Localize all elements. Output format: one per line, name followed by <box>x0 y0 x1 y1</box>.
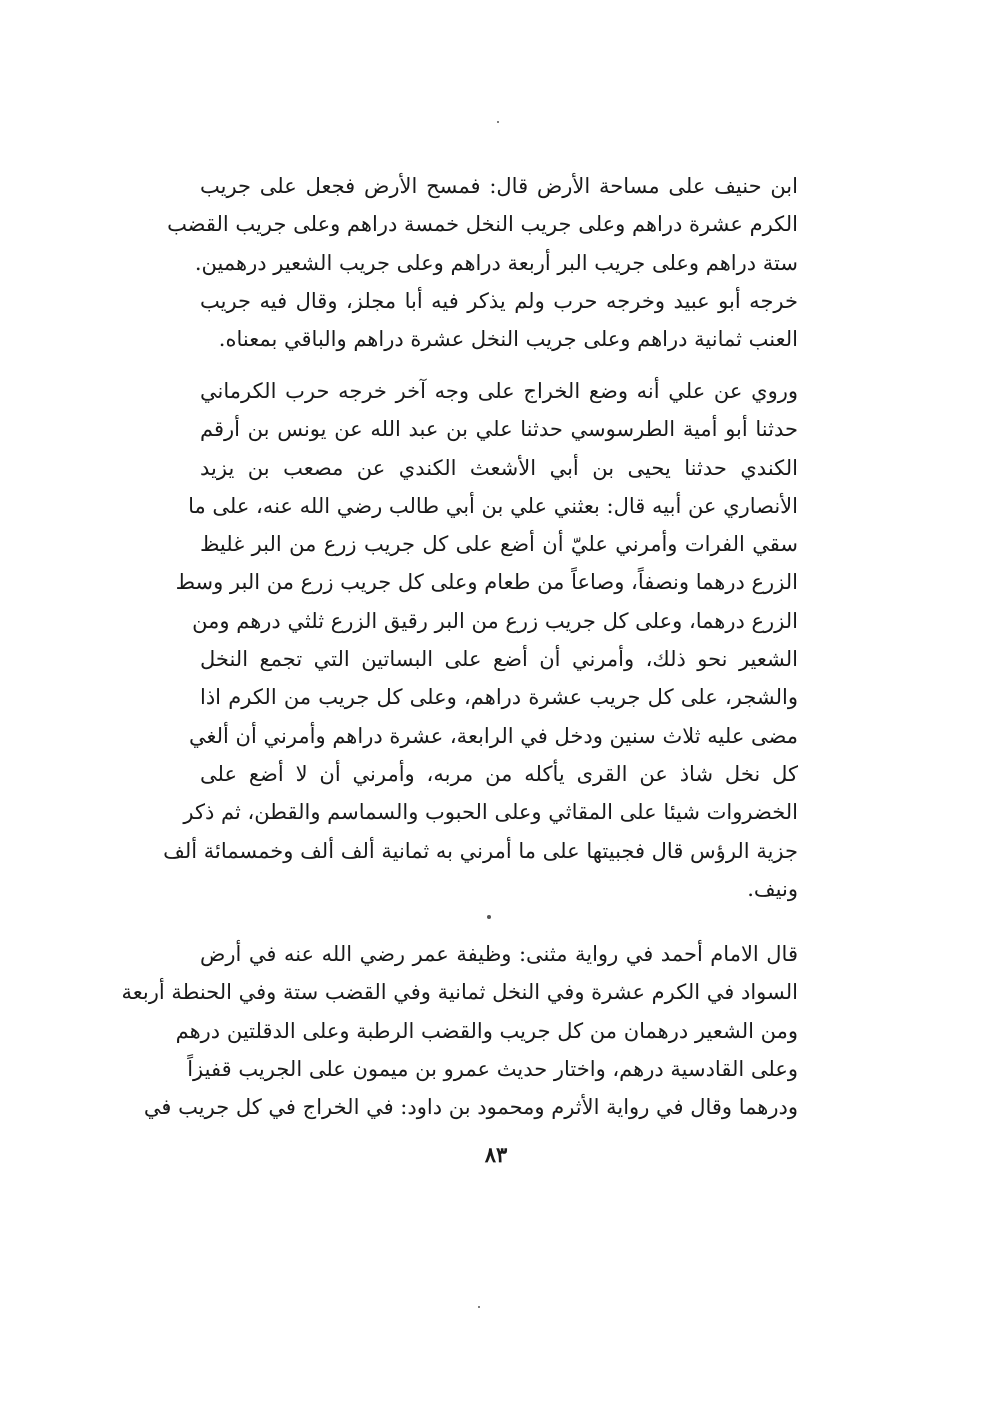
scan-speck <box>487 915 491 919</box>
text-line: سقي الفرات وأمرني عليّ أن أضع على كل جريب زرع من البر غليظ <box>200 532 798 557</box>
text-line: وروي عن علي أنه وضع الخراج على وجه آخر خرجه حرب الكرماني <box>200 379 798 403</box>
text-line: جزية الرؤس قال فجبيتها على ما أمرني به ثمانية ألف ألف وخمسمائة ألف <box>163 838 798 863</box>
text-line: الكندي حدثنا يحيى بن أبي الأشعث الكندي عن مصعب بن يزيد <box>200 455 798 480</box>
text-line: ومن الشعير درهمان من كل جريب والقضب الرطبة وعلى الدقلتين درهم <box>175 1018 798 1043</box>
page-number: ٨٣ <box>484 1142 508 1167</box>
text-line: ابن حنيف على مساحة الأرض قال: فمسح الأرض فجعل على جريب <box>200 174 798 198</box>
paragraph-2 <box>163 372 798 908</box>
text-line: السواد في الكرم عشرة وفي النخل ثمانية وفي القضب ستة وفي الحنطة أربعة <box>121 980 798 1005</box>
text-line: الكرم عشرة دراهم وعلى جريب النخل خمسة دراهم وعلى جريب القضب <box>167 212 798 237</box>
text-line: ودرهما وقال في رواية الأثرم ومحمود بن داود: في الخراج في كل جريب في <box>143 1095 798 1120</box>
text-line: والشجر، على كل جريب عشرة دراهم، وعلى كل جريب من الكرم اذا <box>200 685 798 710</box>
text-line: الزرع درهما ونصفاً، وصاعاً من طعام وعلى كل جريب زرع من البر وسط <box>175 570 798 595</box>
scan-speck <box>497 121 499 123</box>
text-line: كل نخل شاذ عن القرى يأكله من مربه، وأمرني أن لا أضع على <box>200 761 798 786</box>
text-line: الزرع درهما، وعلى كل جريب زرع من البر رقيق الزرع ثلثي درهم ومن <box>192 608 798 633</box>
text-line: ونيف. <box>747 876 798 901</box>
text-line: الشعير نحو ذلك، وأمرني أن أضع على البساتين التي تجمع النخل <box>200 647 798 672</box>
text-line: ستة دراهم وعلى جريب البر أربعة دراهم وعلى جريب الشعير درهمين. <box>194 250 798 275</box>
paragraph-1 <box>167 167 798 358</box>
text-line: الخضروات شيئا على المقاثي وعلى الحبوب والسماسم والقطن، ثم ذكر <box>183 800 798 825</box>
text-line: مضى عليه ثلاث سنين ودخل في الرابعة، عشرة دراهم وأمرني أن ألغي <box>189 723 798 748</box>
scan-speck <box>478 1306 480 1308</box>
paragraph-3 <box>121 935 798 1126</box>
text-line: خرجه أبو عبيد وخرجه حرب ولم يذكر فيه أبا مجلز، وقال فيه جريب <box>200 288 798 313</box>
text-line: وعلى القادسية درهم، واختار حديث عمرو بن ميمون على الجريب قفيزاً <box>187 1056 798 1081</box>
text-line: الأنصاري عن أبيه قال: بعثني علي بن أبي طالب رضي الله عنه، على ما <box>188 493 798 518</box>
text-line: حدثنا أبو أمية الطرسوسي حدثنا علي بن عبد الله عن يونس بن أرقم <box>200 417 798 442</box>
text-line: قال الامام أحمد في رواية مثنى: وظيفة عمر رضي الله عنه في أرض <box>200 942 798 966</box>
text-line: العنب ثمانية دراهم وعلى جريب النخل عشرة دراهم والباقي بمعناه. <box>218 327 798 352</box>
